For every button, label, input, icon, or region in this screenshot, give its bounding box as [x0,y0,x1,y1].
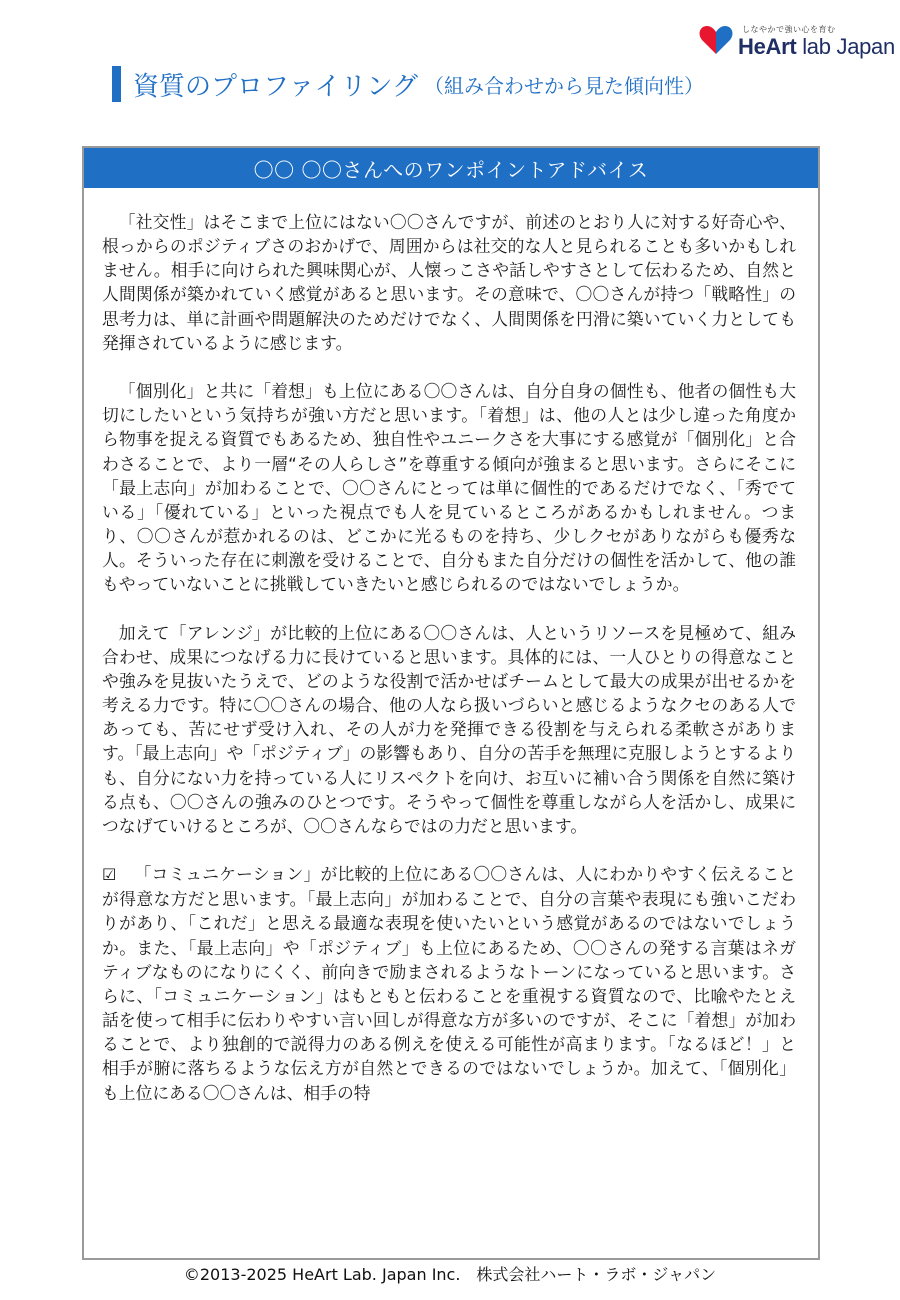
advice-paragraph-4 [102,862,796,1105]
logo-brand-name [738,34,895,60]
advice-paragraph-2: 「個別化」と共に「着想」も上位にある〇〇さんは、自分自身の個性も、他者の個性も大切にしたいという気持ちが強い方だと思います。「着想」は、他の人とは少し違った角度から物事を捉える資質でもあるため、独自性やユニークさを大事にする感覚が「個別化」と合わさることで、より一層“その人らしさ”を尊重する傾向が強まると思います。さらにそこに「最上志向」が加わることで、〇〇さんにとっては単に個性的であるだけでなく、「秀でている」「優れている」といった視点でも人を見ているところがあるかもしれません。つまり、〇〇さんが惹かれるのは、どこかに光るものを持ち、少しクセがありながらも優秀な人。そういった存在に刺激を受けることで、自分もまた自分だけの個性を活かして、他の誰もやっていないことに挑戦していきたいと感じられるのではないでしょうか。 [102,381,796,595]
checkbox-checked-icon: ☑ [102,865,117,885]
advice-body [84,188,818,1105]
copyright-footer: ©2013-2025 HeArt Lab. Japan Inc. 株式会社ハート・ラボ・ジャパン [183,1265,717,1284]
advice-paragraph-3: 加えて「アレンジ」が比較的上位にある〇〇さんは、人というリソースを見極めて、組み合わせ、成果につなげる力に長けていると思います。具体的には、一人ひとりの得意なことや強みを見抜いたうえで、どのような役割で活かせばチームとして最大の成果が出せるかを考える力です。特に〇〇さんの場合、他の人なら扱いづらいと感じるようなクセのある人であっても、苦にせず受け入れ、その人が力を発揮できる役割を与えられる柔軟さがあります。「最上志向」や「ポジティブ」の影響もあり、自分の苦手を無理に克服しようとするよりも、自分にない力を持っている人にリスペクトを向け、お互いに補い合う関係を自然に築ける点も、〇〇さんの強みのひとつです。そうやって個性を尊重しながら人を活かし、成果につなげていけるところが、〇〇さんならではの力だと思います。 [102,622,796,836]
advice-header: 〇〇 〇〇さんへのワンポイントアドバイス [84,148,818,188]
advice-paragraph-4-text: 「コミュニケーション」が比較的上位にある〇〇さんは、人にわかりやすく伝えることが得意な方だと思います。「最上志向」が加わることで、自分の言葉や表現にも強いこだわりがあり、「これだ」と思える最適な表現を使いたいという感覚があるのではないでしょうか。また、「最上志向」や「ポジティブ」も上位にあるため、〇〇さんの発する言葉はネガティブなものになりにくく、前向きで励まされるようなトーンになっていると思います。さらに、「コミュニケーション」はもともと伝わることを重視する資質なので、比喩やたとえ話を使って相手に伝わりやすい言い回しが得意な方が多いのですが、そこに「着想」が加わることで、より独創的で説得力のある例えを使える可能性が高まります。「なるほど！」と相手が腑に落ちるような伝え方が自然とできるのではないでしょうか。加えて、「個別化」も上位にある〇〇さんは、相手の特 [102,864,796,1103]
page-title-main: 資質のプロファイリング [133,71,418,102]
logo-tagline: しなやかで強い心を育む [742,25,836,34]
logo-brand-bold: HeArt [738,34,797,59]
title-accent-bar [112,66,121,102]
page-title [112,64,704,104]
page-title-subtitle: （組み合わせから見た傾向性） [423,73,704,98]
logo-brand-rest: lab Japan [796,34,895,59]
brand-logo [698,20,895,60]
advice-box [82,146,820,1260]
heart-logo-icon [698,24,734,56]
advice-paragraph-1: 「社交性」はそこまで上位にはない〇〇さんですが、前述のとおり人に対する好奇心や、根っからのポジティブさのおかげで、周囲からは社交的な人と見られることも多いかもしれません。相手に向けられた興味関心が、人懐っこさや話しやすさとして伝わるため、自然と人間関係が築かれていく感覚があると思います。その意味で、〇〇さんが持つ「戦略性」の思考力は、単に計画や問題解決のためだけでなく、人間関係を円滑に築いていく力としても発揮されているように感じます。 [102,212,796,353]
